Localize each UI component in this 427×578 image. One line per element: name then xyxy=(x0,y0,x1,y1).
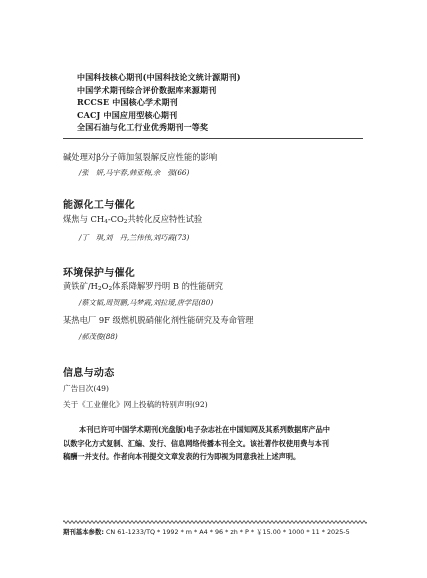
title-part: 煤焦与 CH xyxy=(63,214,105,224)
journal-parameters xyxy=(63,527,367,536)
title-part: 共转化反应特性试验 xyxy=(127,214,203,224)
indexing-item: 中国学术期刊综合评价数据库来源期刊 xyxy=(77,84,217,95)
article-title[interactable] xyxy=(63,213,202,225)
title-subscript: 4 xyxy=(104,219,108,225)
indexing-item: CACJ 中国应用型核心期刊 xyxy=(77,109,178,120)
title-subscript: 2 xyxy=(97,286,102,292)
title-subscript: 2 xyxy=(123,219,128,225)
indexing-item: RCCSE 中国核心学术期刊 xyxy=(77,97,178,107)
section-title: 环境保护与催化 xyxy=(63,268,136,279)
section-divider xyxy=(63,138,363,139)
article-title[interactable]: 某热电厂 9F 级燃机脱硝催化剂性能研究及寿命管理 xyxy=(63,315,254,325)
params-label: 期刊基本参数: xyxy=(63,528,104,536)
notice-line: 以数字化方式复制、汇编、发行、信息网络传播本刊全文。该社著作权使用费与本刊 xyxy=(63,438,329,448)
notice-line: 本刊已许可中国学术期刊(光盘版)电子杂志社在中国知网及其系列数据库产品中 xyxy=(79,425,330,434)
title-subscript: 2 xyxy=(108,286,113,292)
indexing-item: 全国石油与化工行业优秀期刊一等奖 xyxy=(77,122,209,132)
article-authors: /郝茂俊(88) xyxy=(79,332,118,341)
article-authors: /丁 琪,刘 丹,兰伟伟,刘巧霞(73) xyxy=(79,233,190,242)
copyright-notice xyxy=(63,423,367,464)
indexing-list xyxy=(77,71,377,134)
article-title[interactable] xyxy=(63,280,223,292)
wavy-divider xyxy=(63,519,367,525)
section-title: 能源化工与催化 xyxy=(63,200,136,211)
info-item[interactable]: 关于《工业催化》网上投稿的特别声明(92) xyxy=(63,400,208,409)
article-authors: /张 妍,马宇春,韩亚梅,余 强(66) xyxy=(79,168,190,177)
params-value: CN 61-1233/TQ * 1992 * m * A4 * 96 * zh * P * ￥15.00 * 1000 * 11 * 2025-5 xyxy=(105,528,350,536)
article-authors: /蔡文韬,周贺鹏,马梦霞,刘拉瑷,唐学昆(80) xyxy=(79,298,214,307)
notice-line: 稿酬一并支付。作者向本刊提交文章发表的行为即视为同意我社上述声明。 xyxy=(63,452,301,461)
section-title: 信息与动态 xyxy=(63,368,115,379)
article-title[interactable]: 碱处理对β分子筛加氢裂解反应性能的影响 xyxy=(63,152,218,162)
indexing-item: 中国科技核心期刊(中国科技论文统计源期刊) xyxy=(77,72,241,82)
title-part: O xyxy=(101,281,109,291)
info-item[interactable]: 广告目次(49) xyxy=(63,384,109,393)
title-part: -CO xyxy=(107,214,124,224)
title-part: 黄铁矿/H xyxy=(63,281,98,291)
title-part: 体系降解罗丹明 B 的性能研究 xyxy=(112,281,224,291)
